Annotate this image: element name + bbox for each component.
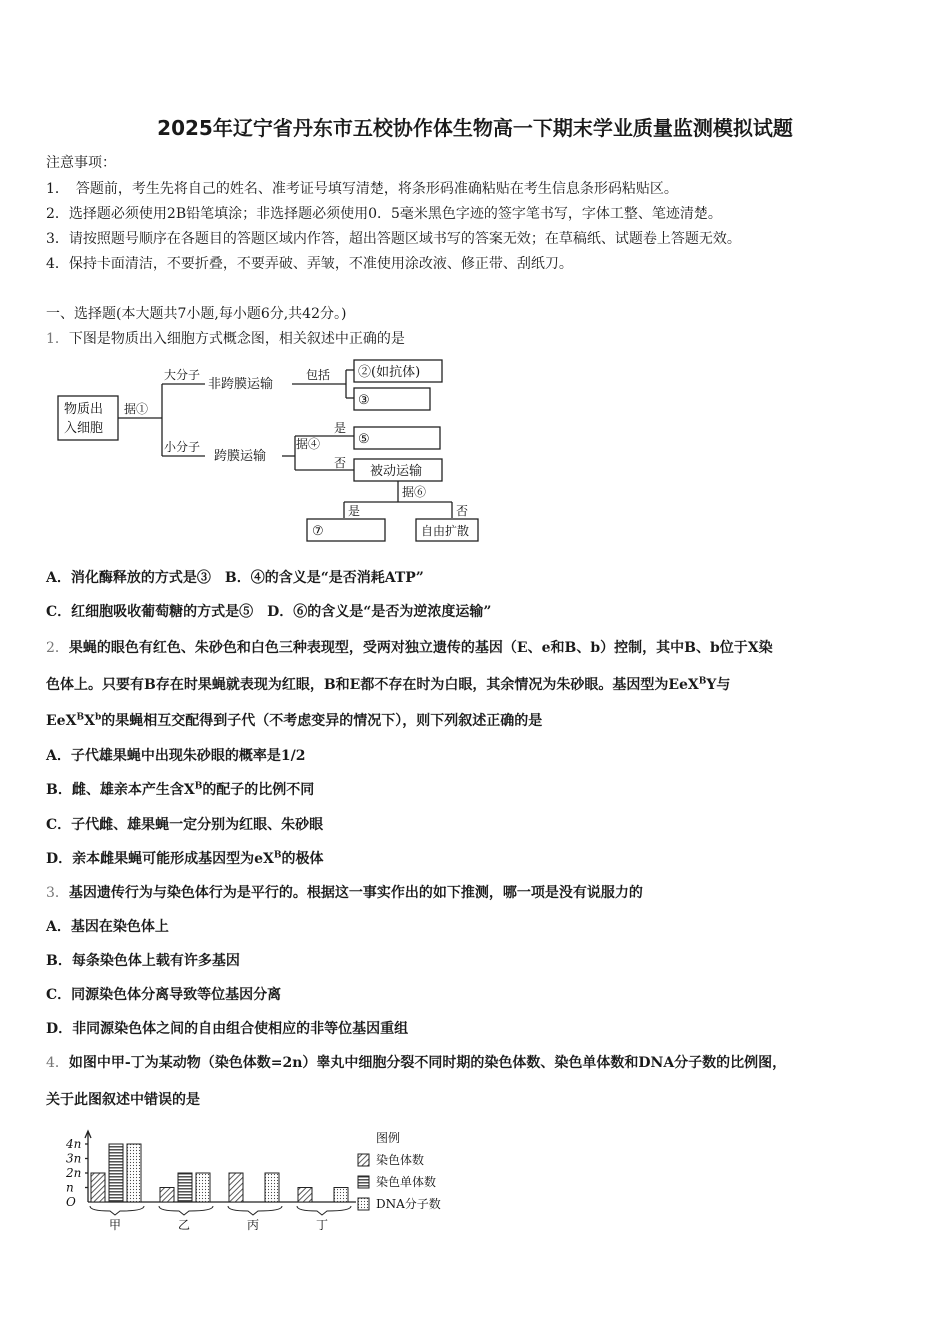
question-2-option-b: [46, 779, 314, 799]
bar-dna: [334, 1188, 348, 1203]
transport-concept-diagram: [52, 352, 492, 548]
question-number: 1．: [46, 331, 69, 347]
question-3-stem: [46, 882, 643, 902]
include-label: 包括: [306, 368, 331, 382]
question-3-option-c: C．同源染色体分离导致等位基因分离: [46, 987, 282, 1003]
group-brace: [297, 1206, 351, 1215]
question-1-stem: [46, 328, 405, 348]
bar-dna: [265, 1173, 279, 1202]
question-2-option-a: A．子代雄果蝇中出现朱砂眼的概率是1/2: [46, 748, 306, 764]
yes-label-2: 是: [348, 504, 361, 518]
superscript: B: [273, 850, 282, 861]
bar-dna: [196, 1173, 210, 1202]
question-number: 2．: [46, 640, 69, 656]
category-label: 丙: [247, 1218, 260, 1232]
notice-item: 4．保持卡面清洁，不要折叠，不要弄破、弄皱，不准使用涂改液、修正带、刮纸刀。: [46, 256, 573, 272]
non-transmembrane-label: 非跨膜运输: [208, 377, 274, 392]
y-tick-label: 3n: [66, 1151, 82, 1166]
legend-swatch: [358, 1198, 369, 1210]
box-2-label: ②(如抗体): [358, 365, 421, 380]
legend-label: 染色单体数: [376, 1175, 437, 1189]
legend-label: DNA分子数: [376, 1197, 441, 1211]
by-6-label: 据⑥: [402, 485, 427, 499]
root-label: 物质出: [64, 402, 104, 417]
notice-item: 2．选择题必须使用2B铅笔填涂；非选择题必须使用0．5毫米黑色字迹的签字笔书写，字体工整、笔迹清楚。: [46, 206, 722, 222]
group-brace: [228, 1206, 282, 1215]
free-diffusion-label: 自由扩散: [421, 524, 470, 538]
group-brace: [90, 1206, 144, 1215]
question-1-option-ab: A．消化酶释放的方式是③ B．④的含义是“是否消耗ATP”: [46, 570, 424, 586]
superscript: B: [76, 712, 85, 723]
legend-label: 染色体数: [376, 1153, 425, 1167]
superscript: B: [194, 781, 203, 792]
question-text: X: [84, 713, 95, 729]
question-4-line-2: 关于此图叙述中错误的是: [46, 1092, 200, 1108]
question-text: 基因遗传行为与染色体行为是平行的。根据这一事实作出的如下推测，哪一项是没有说服力的: [68, 885, 643, 901]
bar-dna: [127, 1144, 141, 1202]
question-number: 4．: [46, 1055, 69, 1071]
box-5-label: ⑤: [358, 432, 370, 447]
y-tick-label: 2n: [66, 1166, 82, 1180]
question-text: Y与: [706, 677, 731, 693]
bar-chromosome: [229, 1173, 243, 1202]
small-molecule-label: 小分子: [164, 440, 201, 454]
category-label: 丁: [316, 1218, 329, 1232]
bar-chromatid: [178, 1173, 192, 1202]
notice-item: 1． 答题前，考生先将自己的姓名、准考证号填写清楚，将条形码准确粘贴在考生信息条形码粘贴区。: [46, 181, 678, 197]
chromosome-ratio-chart: [60, 1122, 480, 1234]
option-text: 的配子的比例不同: [202, 782, 315, 798]
legend-swatch: [358, 1154, 369, 1166]
question-4-line-1: [46, 1052, 786, 1072]
passive-transport-label: 被动运输: [370, 464, 423, 479]
question-2-line-1: [46, 637, 773, 657]
no-label-2: 否: [456, 504, 469, 518]
box-7-label: ⑦: [312, 524, 324, 539]
transmembrane-label: 跨膜运输: [214, 449, 267, 464]
bar-chromatid: [109, 1144, 123, 1202]
section-heading: 一、选择题(本大题共7小题,每小题6分,共42分。): [46, 306, 347, 322]
group-brace: [159, 1206, 213, 1215]
option-text: 的极体: [281, 851, 324, 867]
question-text: EeX: [46, 713, 77, 729]
question-2-line-2: [46, 674, 730, 694]
question-2-line-3: [46, 710, 542, 730]
by-4-label: 据④: [296, 437, 321, 451]
question-2-option-d: [46, 848, 324, 868]
question-text: 色体上。只要有B存在时果蝇就表现为红眼，B和E都不存在时为白眼，其余情况为朱砂眼。基因型为EeX: [46, 677, 699, 693]
category-label: 乙: [178, 1218, 191, 1232]
root-label: 入细胞: [64, 421, 104, 436]
question-text: 的果蝇相互交配得到子代（不考虑变异的情况下），则下列叙述正确的是: [101, 713, 543, 729]
y-tick-label: O: [66, 1195, 76, 1209]
notice-heading: 注意事项：: [46, 155, 116, 171]
yes-label: 是: [334, 421, 347, 435]
y-tick-label: n: [66, 1180, 74, 1195]
legend-title: 图例: [376, 1131, 401, 1145]
no-label: 否: [334, 456, 347, 470]
bar-chromosome: [160, 1188, 174, 1203]
question-text: 下图是物质出入细胞方式概念图，相关叙述中正确的是: [68, 331, 405, 347]
big-molecule-label: 大分子: [164, 368, 201, 382]
question-text: 果蝇的眼色有红色、朱砂色和白色三种表现型，受两对独立遗传的基因（E、e和B、b）控制，其中B、b位于X染: [68, 640, 773, 656]
question-3-option-d: D．非同源染色体之间的自由组合使相应的非等位基因重组: [46, 1021, 409, 1037]
y-tick-label: 4n: [66, 1137, 82, 1151]
superscript: b: [94, 712, 102, 723]
question-3-option-b: B．每条染色体上载有许多基因: [46, 953, 240, 969]
question-number: 3．: [46, 885, 69, 901]
notice-item: 3．请按照题号顺序在各题目的答题区域内作答，超出答题区域书写的答案无效；在草稿纸、试题卷上答题无效。: [46, 231, 741, 247]
category-label: 甲: [109, 1218, 122, 1232]
by-1-label: 据①: [124, 402, 149, 416]
option-text: B．雌、雄亲本产生含X: [46, 782, 195, 798]
question-text: 如图中甲-丁为某动物（染色体数=2n）睾丸中细胞分裂不同时期的染色体数、染色单体数和DNA分子数的比例图，: [68, 1055, 787, 1071]
box-3-label: ③: [358, 393, 370, 408]
option-text: D．亲本雌果蝇可能形成基因型为eX: [46, 851, 274, 867]
page-title: 2025年辽宁省丹东市五校协作体生物高一下期末学业质量监测模拟试题: [157, 116, 793, 140]
question-3-option-a: A．基因在染色体上: [46, 919, 169, 935]
superscript: B: [698, 676, 707, 687]
question-1-option-cd: C．红细胞吸收葡萄糖的方式是⑤ D．⑥的含义是“是否为逆浓度运输”: [46, 604, 492, 620]
bar-chromosome: [298, 1188, 312, 1203]
bar-chromosome: [91, 1173, 105, 1202]
legend-swatch: [358, 1176, 369, 1188]
question-2-option-c: C．子代雌、雄果蝇一定分别为红眼、朱砂眼: [46, 817, 324, 833]
